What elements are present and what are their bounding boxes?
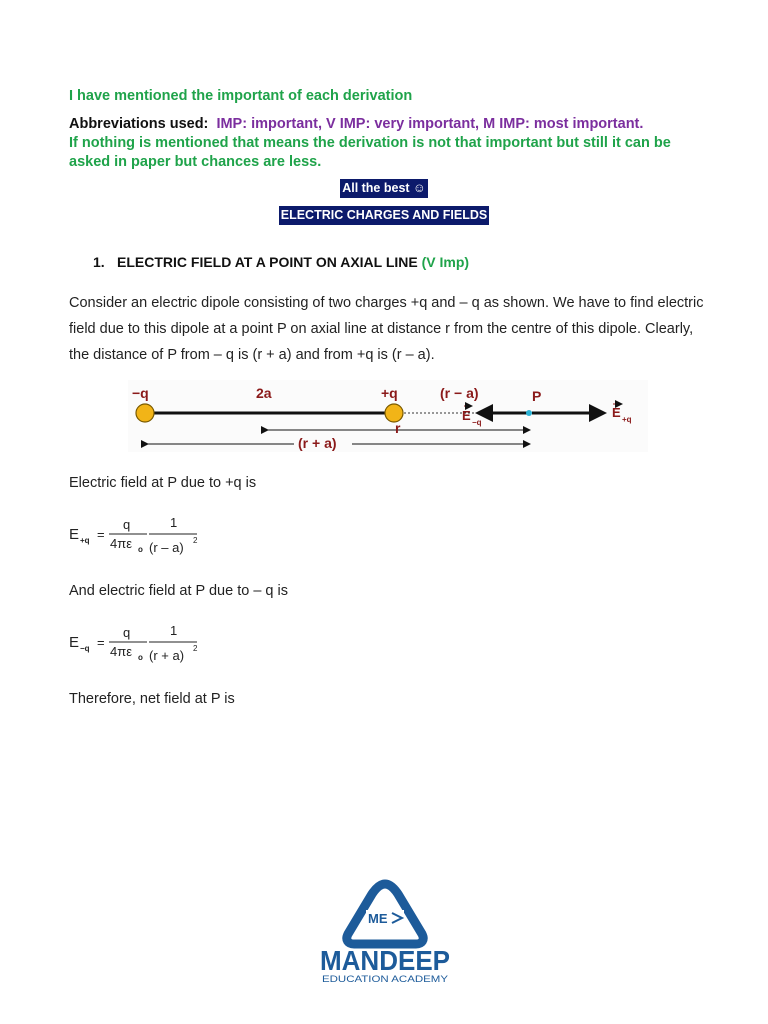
label-positive-charge: +q	[381, 385, 398, 401]
eq-minus-equals: =	[97, 635, 105, 650]
label-e-minus-sub: −q	[472, 418, 482, 427]
eq-plus-den2-sup: 2	[193, 536, 198, 545]
point-p-dot	[526, 410, 532, 416]
all-the-best-text: All the best ☺	[340, 179, 428, 198]
all-the-best-banner	[0, 179, 768, 198]
eq-plus-den1-sub: o	[138, 545, 143, 554]
logo-name: MANDEEP	[320, 945, 450, 976]
label-r-plus-a: (r + a)	[298, 435, 337, 451]
logo-tagline: EDUCATION ACADEMY	[322, 974, 448, 984]
eq-minus-den2-sup: 2	[193, 644, 198, 653]
eq-minus-num1: q	[123, 625, 131, 640]
eq-minus-den1: 4πε	[110, 644, 132, 659]
field-due-to-minus-q-text: And electric field at P due to – q is	[69, 583, 288, 599]
chapter-title-text: ELECTRIC CHARGES AND FIELDS	[279, 206, 490, 225]
field-due-to-plus-q-text: Electric field at P due to +q is	[69, 475, 257, 491]
label-negative-charge: −q	[132, 385, 149, 401]
equation-e-minus-q	[69, 618, 219, 668]
negative-charge	[136, 404, 154, 422]
chapter-title-banner	[0, 206, 768, 225]
label-r-minus-a: (r − a)	[440, 385, 479, 401]
eq-plus-lhs-sub: +q	[80, 536, 90, 545]
eq-minus-num2: 1	[170, 623, 178, 638]
section-number: 1.	[93, 254, 105, 270]
abbreviations-note: If nothing is mentioned that means the derivation is not that important but still it can be asked in paper but chances are less.	[69, 135, 671, 170]
abbreviations-block	[69, 115, 709, 172]
label-r: r	[395, 420, 401, 436]
section-heading	[93, 254, 469, 270]
eq-plus-lhs: E	[69, 526, 80, 543]
net-field-text: Therefore, net field at P is	[69, 691, 235, 707]
label-separation: 2a	[256, 385, 272, 401]
label-point-p: P	[532, 388, 542, 404]
label-e-minus: E	[462, 408, 471, 423]
eq-plus-num1: q	[123, 517, 131, 532]
label-e-plus-sub: +q	[622, 415, 632, 424]
logo-mark-text: ME	[368, 911, 388, 926]
eq-plus-equals: =	[97, 527, 105, 542]
dipole-diagram	[128, 380, 648, 456]
eq-minus-den1-sub: o	[138, 653, 143, 662]
eq-minus-den2: (r + a)	[149, 648, 185, 663]
importance-tag: (V Imp)	[421, 254, 470, 270]
section-title: ELECTRIC FIELD AT A POINT ON AXIAL LINE	[117, 254, 418, 270]
eq-plus-den1: 4πε	[110, 536, 132, 551]
intro-note: I have mentioned the important of each derivation	[69, 88, 413, 104]
abbreviations-list: IMP: important, V IMP: very important, M IMP: most important.	[216, 116, 644, 132]
intro-paragraph: Consider an electric dipole consisting of two charges +q and – q as shown. We have to find electric field due to this dipole at a point P on axial line at distance r from the centre of this dipole. Clearly, the distance of P from – q is (r + a) and from +q is (r – a).	[69, 295, 704, 363]
abbreviations-label: Abbreviations used:	[69, 116, 209, 132]
eq-plus-num2: 1	[170, 515, 178, 530]
mandeep-logo	[310, 878, 460, 986]
label-e-plus: E	[612, 405, 621, 420]
equation-e-plus-q	[69, 510, 219, 560]
eq-plus-den2: (r – a)	[149, 540, 184, 555]
eq-minus-lhs-sub: −q	[80, 644, 90, 653]
eq-minus-lhs: E	[69, 634, 80, 651]
